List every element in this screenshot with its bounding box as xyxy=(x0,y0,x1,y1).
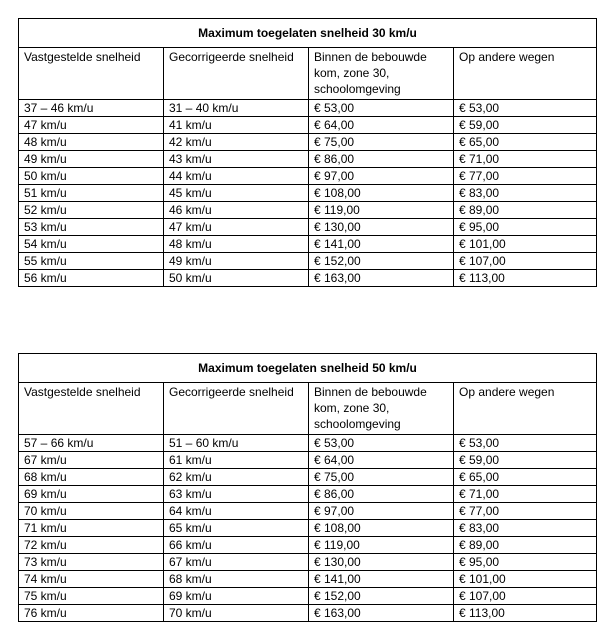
table-cell: 43 km/u xyxy=(164,151,309,168)
table-row xyxy=(19,486,597,503)
table-cell: € 108,00 xyxy=(309,185,454,202)
table-cell: 55 km/u xyxy=(19,253,164,270)
table-cell: € 71,00 xyxy=(454,486,597,503)
table-row xyxy=(19,588,597,605)
table-cell: 31 – 40 km/u xyxy=(164,100,309,117)
column-header: Vastgestelde snelheid xyxy=(19,48,164,100)
table-cell: 50 km/u xyxy=(164,270,309,287)
table-row xyxy=(19,100,597,117)
column-header: Gecorrigeerde snelheid xyxy=(164,383,309,435)
table-cell: 76 km/u xyxy=(19,605,164,622)
table-cell: € 53,00 xyxy=(454,100,597,117)
table-cell: 45 km/u xyxy=(164,185,309,202)
table-cell: 69 km/u xyxy=(19,486,164,503)
table-row xyxy=(19,503,597,520)
table-cell: 69 km/u xyxy=(164,588,309,605)
table-cell: 66 km/u xyxy=(164,537,309,554)
fines-table-30 xyxy=(18,18,597,287)
table-cell: € 113,00 xyxy=(454,270,597,287)
table-row xyxy=(19,520,597,537)
table-cell: € 89,00 xyxy=(454,202,597,219)
table-row xyxy=(19,270,597,287)
column-header: Vastgestelde snelheid xyxy=(19,383,164,435)
table-cell: 53 km/u xyxy=(19,219,164,236)
table-row xyxy=(19,185,597,202)
table-cell: € 59,00 xyxy=(454,117,597,134)
table-cell: 72 km/u xyxy=(19,537,164,554)
table-title: Maximum toegelaten snelheid 30 km/u xyxy=(19,19,597,48)
table-cell: € 64,00 xyxy=(309,117,454,134)
table-cell: € 65,00 xyxy=(454,134,597,151)
table-row xyxy=(19,151,597,168)
table-cell: 47 km/u xyxy=(19,117,164,134)
table-cell: € 101,00 xyxy=(454,571,597,588)
table-cell: € 89,00 xyxy=(454,537,597,554)
table-cell: 62 km/u xyxy=(164,469,309,486)
table-cell: 61 km/u xyxy=(164,452,309,469)
table-cell: € 86,00 xyxy=(309,151,454,168)
table-cell: € 130,00 xyxy=(309,219,454,236)
table-cell: € 75,00 xyxy=(309,134,454,151)
table-cell: 48 km/u xyxy=(19,134,164,151)
table-cell: 49 km/u xyxy=(164,253,309,270)
table-row xyxy=(19,537,597,554)
table-cell: 54 km/u xyxy=(19,236,164,253)
table-cell: 56 km/u xyxy=(19,270,164,287)
column-header: Op andere wegen xyxy=(454,383,597,435)
table-cell: € 64,00 xyxy=(309,452,454,469)
table-cell: € 65,00 xyxy=(454,469,597,486)
table-cell: € 97,00 xyxy=(309,503,454,520)
table-cell: € 77,00 xyxy=(454,503,597,520)
column-header: Binnen de bebouwde kom, zone 30, schoolomgeving xyxy=(309,383,454,435)
table-row xyxy=(19,435,597,452)
table-cell: 50 km/u xyxy=(19,168,164,185)
table-cell: 67 km/u xyxy=(164,554,309,571)
table-cell: € 71,00 xyxy=(454,151,597,168)
table-cell: 65 km/u xyxy=(164,520,309,537)
table-cell: € 107,00 xyxy=(454,253,597,270)
table-row xyxy=(19,202,597,219)
table-cell: € 141,00 xyxy=(309,571,454,588)
table-cell: € 53,00 xyxy=(454,435,597,452)
table-cell: € 86,00 xyxy=(309,486,454,503)
table-cell: € 107,00 xyxy=(454,588,597,605)
table-cell: € 141,00 xyxy=(309,236,454,253)
table-cell: € 130,00 xyxy=(309,554,454,571)
table-cell: 73 km/u xyxy=(19,554,164,571)
table-cell: 51 km/u xyxy=(19,185,164,202)
table-cell: € 113,00 xyxy=(454,605,597,622)
table-cell: € 119,00 xyxy=(309,202,454,219)
table-cell: 75 km/u xyxy=(19,588,164,605)
table-row xyxy=(19,605,597,622)
column-header: Gecorrigeerde snelheid xyxy=(164,48,309,100)
table-cell: € 163,00 xyxy=(309,605,454,622)
table-cell: € 152,00 xyxy=(309,253,454,270)
table-cell: 52 km/u xyxy=(19,202,164,219)
table-cell: 47 km/u xyxy=(164,219,309,236)
column-header: Binnen de bebouwde kom, zone 30, schoolomgeving xyxy=(309,48,454,100)
table-cell: 63 km/u xyxy=(164,486,309,503)
table-cell: € 53,00 xyxy=(309,435,454,452)
table-row xyxy=(19,134,597,151)
table-cell: 67 km/u xyxy=(19,452,164,469)
table-cell: 68 km/u xyxy=(19,469,164,486)
table-cell: 41 km/u xyxy=(164,117,309,134)
table-cell: 70 km/u xyxy=(19,503,164,520)
table-cell: € 53,00 xyxy=(309,100,454,117)
table-cell: € 163,00 xyxy=(309,270,454,287)
table-cell: 68 km/u xyxy=(164,571,309,588)
table-row xyxy=(19,469,597,486)
table-cell: € 97,00 xyxy=(309,168,454,185)
column-header: Op andere wegen xyxy=(454,48,597,100)
table-cell: 48 km/u xyxy=(164,236,309,253)
table-row xyxy=(19,571,597,588)
table-row xyxy=(19,219,597,236)
table-cell: € 59,00 xyxy=(454,452,597,469)
table-cell: 49 km/u xyxy=(19,151,164,168)
table-cell: 51 – 60 km/u xyxy=(164,435,309,452)
table-cell: 74 km/u xyxy=(19,571,164,588)
table-row xyxy=(19,117,597,134)
fines-table-50 xyxy=(18,353,597,622)
table-row xyxy=(19,236,597,253)
table-cell: € 83,00 xyxy=(454,520,597,537)
table-cell: € 101,00 xyxy=(454,236,597,253)
table-cell: 71 km/u xyxy=(19,520,164,537)
table-cell: € 95,00 xyxy=(454,219,597,236)
table-cell: € 95,00 xyxy=(454,554,597,571)
table-cell: € 119,00 xyxy=(309,537,454,554)
table-cell: 57 – 66 km/u xyxy=(19,435,164,452)
table-cell: 46 km/u xyxy=(164,202,309,219)
table-cell: 37 – 46 km/u xyxy=(19,100,164,117)
table-row xyxy=(19,253,597,270)
table-row xyxy=(19,168,597,185)
table-cell: € 108,00 xyxy=(309,520,454,537)
table-cell: 70 km/u xyxy=(164,605,309,622)
table-title: Maximum toegelaten snelheid 50 km/u xyxy=(19,354,597,383)
table-cell: € 77,00 xyxy=(454,168,597,185)
table-row xyxy=(19,554,597,571)
table-cell: 42 km/u xyxy=(164,134,309,151)
table-cell: € 152,00 xyxy=(309,588,454,605)
table-cell: 64 km/u xyxy=(164,503,309,520)
table-row xyxy=(19,452,597,469)
table-cell: € 75,00 xyxy=(309,469,454,486)
table-cell: € 83,00 xyxy=(454,185,597,202)
table-cell: 44 km/u xyxy=(164,168,309,185)
